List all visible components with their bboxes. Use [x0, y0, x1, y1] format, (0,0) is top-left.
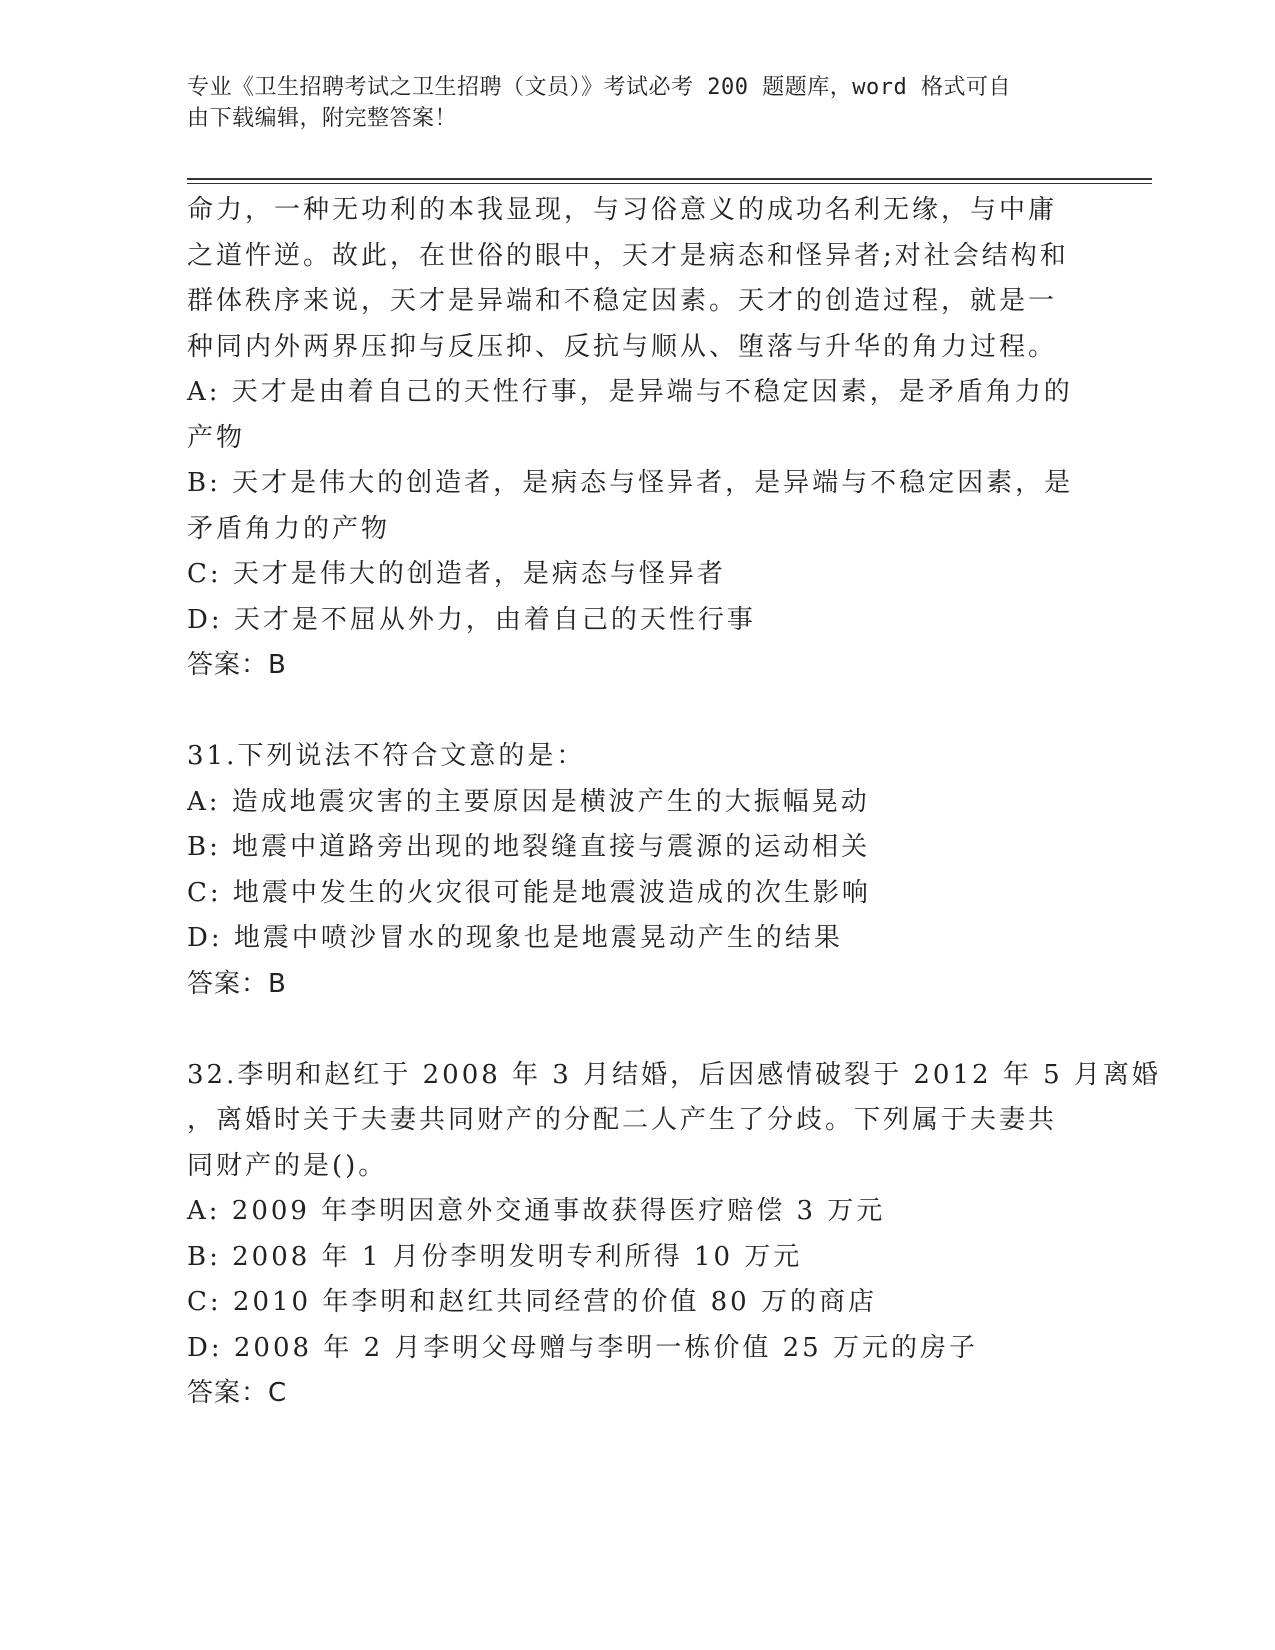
- question-text: 31.下列说法不符合文意的是：: [187, 741, 586, 771]
- option-d: D: 2008 年 2 月李明父母赠与李明一栋价值 25 万元的房子: [187, 1332, 978, 1363]
- option-b: B: 地震中道路旁出现的地裂缝直接与震源的运动相关: [187, 832, 871, 862]
- option-a-continued: 产物: [187, 422, 246, 453]
- answer-label: 答案：B: [187, 968, 287, 999]
- option-b: B: 2008 年 1 月份李明发明专利所得 10 万元: [187, 1241, 803, 1272]
- document-header: [187, 72, 1067, 134]
- header-line: 由下载编辑，附完整答案！: [187, 106, 458, 131]
- spacer: [187, 689, 1087, 735]
- question-30-options: [187, 370, 1087, 689]
- option-d: D: 天才是不屈从外力，由着自己的天性行事: [187, 604, 756, 635]
- passage-text: [187, 188, 1087, 370]
- header-divider-thin: [187, 183, 1152, 184]
- spacer: [187, 1007, 1087, 1053]
- question-text: 同财产的是()。: [187, 1150, 388, 1181]
- option-c: C: 2010 年李明和赵红共同经营的价值 80 万的商店: [187, 1287, 877, 1317]
- option-d: D: 地震中喷沙冒水的现象也是地震晃动产生的结果: [187, 923, 843, 953]
- question-text: ，离婚时关于夫妻共同财产的分配二人产生了分歧。下列属于夫妻共: [187, 1105, 1058, 1135]
- header-divider-thick: [187, 178, 1152, 180]
- option-a: A: 2009 年李明因意外交通事故获得医疗赔偿 3 万元: [187, 1196, 886, 1226]
- question-32: [187, 1053, 1161, 1417]
- option-b-continued: 矛盾角力的产物: [187, 513, 391, 544]
- option-b: B: 天才是伟大的创造者，是病态与怪异者，是异端与不稳定因素，是: [187, 468, 1074, 498]
- document-body: [187, 188, 1161, 1417]
- option-a: A: 天才是由着自己的天性行事，是异端与不稳定因素，是矛盾角力的: [187, 377, 1073, 407]
- option-c: C: 地震中发生的火灾很可能是地震波造成的次生影响: [187, 877, 871, 908]
- question-text: 32.李明和赵红于 2008 年 3 月结婚，后因感情破裂于 2012 年 5 月离婚: [187, 1059, 1161, 1090]
- option-a: A: 造成地震灾害的主要原因是横波产生的大振幅晃动: [187, 786, 870, 817]
- header-line: 专业《卫生招聘考试之卫生招聘（文员）》考试必考 200 题题库，word 格式可自: [187, 75, 1011, 100]
- option-c: C: 天才是伟大的创造者，是病态与怪异者: [187, 559, 726, 589]
- answer-label: 答案：C: [187, 1378, 288, 1408]
- passage-line: 群体秩序来说，天才是异端和不稳定因素。天才的创造过程，就是一: [187, 286, 1058, 316]
- passage-line: 之道忤逆。故此，在世俗的眼中，天才是病态和怪异者;对社会结构和: [187, 240, 1069, 271]
- question-31: [187, 734, 1087, 1007]
- passage-line: 命力，一种无功利的本我显现，与习俗意义的成功名利无缘，与中庸: [187, 195, 1058, 225]
- passage-line: 种同内外两界压抑与反压抑、反抗与顺从、堕落与升华的角力过程。: [187, 331, 1058, 362]
- answer-label: 答案：B: [187, 650, 287, 680]
